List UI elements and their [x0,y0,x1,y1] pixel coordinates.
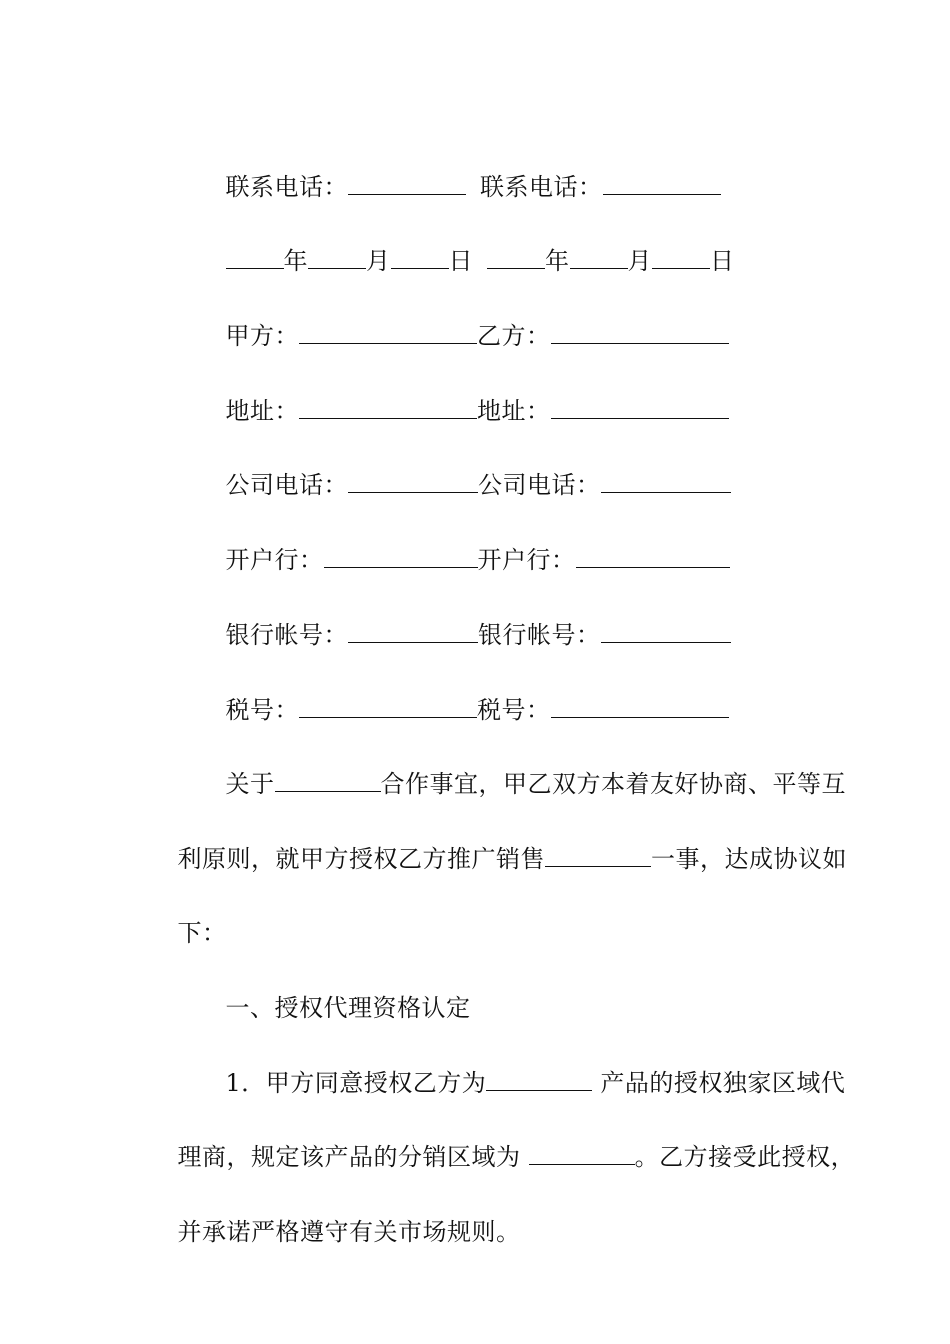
cooperation-blank [275,767,381,792]
day-label-b: 日 [710,247,735,275]
address-blank-b [551,394,729,419]
intro-text-2a: 利原则，就甲方授权乙方推广销售 [177,845,546,873]
address-label-a: 地址： [225,397,300,425]
bank-blank-a [324,543,478,568]
section-1-text-1a: 1．甲方同意授权乙方为 [225,1069,487,1097]
month-blank-a [308,244,366,269]
section-1-text-2a: 理商，规定该产品的分销区域为 [177,1143,529,1171]
month-label-b: 月 [627,247,653,275]
contact-phone-blank-b [603,170,721,195]
agency-product-blank [486,1066,592,1091]
intro-text-1a: 关于 [225,770,275,798]
company-phone-label-a: 公司电话： [225,471,349,499]
party-a-label: 甲方： [225,322,300,350]
tax-label-a: 税号： [225,696,300,724]
account-blank-b [601,618,731,643]
section-1-text-1b: 产品的授权独家区域代 [592,1069,846,1097]
bank-label-b: 开户行： [477,546,576,574]
year-blank-b [487,244,545,269]
day-blank-a [391,244,449,269]
distribution-area-blank [529,1140,635,1165]
company-phone-blank-b [601,468,731,493]
section-1-line-3 [145,1181,521,1283]
intro-text-2b: 一事，达成协议如 [651,845,848,873]
bank-label-a: 开户行： [225,546,324,574]
day-label-a: 日 [448,247,474,275]
party-b-label: 乙方： [477,322,551,350]
tax-label-b: 税号： [477,696,551,724]
party-b-blank [551,319,729,344]
bank-blank-b [576,543,730,568]
product-blank [545,842,651,867]
section-1-heading-text: 一、授权代理资格认定 [225,994,471,1022]
contact-phone-label-b: 联系电话： [480,173,603,201]
tax-blank-b [551,693,729,718]
month-blank-b [570,244,628,269]
intro-line-2 [145,808,847,910]
account-blank-a [348,618,478,643]
month-label-a: 月 [366,247,391,275]
company-phone-label-b: 公司电话： [478,471,601,499]
day-blank-b [652,244,710,269]
year-label-b: 年 [545,247,570,275]
intro-text-1b: 合作事宜，甲乙双方本着友好协商、平等互 [380,770,847,798]
tax-blank-a [299,693,477,718]
intro-text-3: 下： [177,919,227,947]
contact-phone-blank-a [348,170,466,195]
account-label-a: 银行帐号： [225,621,349,649]
section-1-text-3: 并承诺严格遵守有关市场规则。 [177,1218,521,1246]
account-label-b: 银行帐号： [478,621,601,649]
contact-phone-label-a: 联系电话： [225,173,349,201]
year-blank-a [226,244,284,269]
section-1-text-2b: 。乙方接受此授权， [634,1143,856,1171]
company-phone-blank-a [348,468,478,493]
year-label-a: 年 [283,247,309,275]
address-blank-a [299,394,477,419]
party-a-blank [299,319,477,344]
address-label-b: 地址： [477,397,551,425]
